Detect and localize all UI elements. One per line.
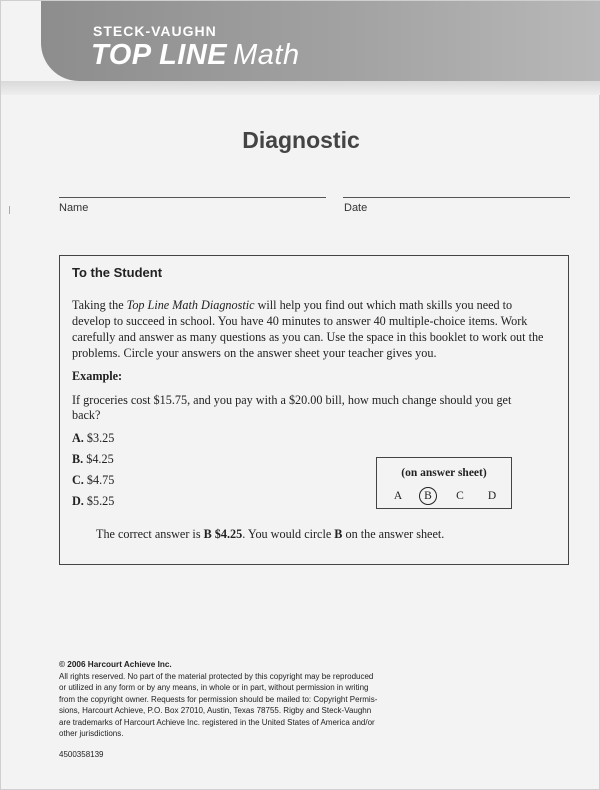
series-title-bold: TOP LINE — [91, 39, 228, 71]
rights-line: All rights reserved. No part of the material protected by this copyright may be reproduced — [59, 671, 374, 681]
choice-text: $3.25 — [86, 431, 115, 445]
answer-options — [377, 487, 511, 505]
choice-c — [72, 473, 114, 488]
answer-sheet-title: (on answer sheet) — [401, 467, 487, 479]
example-label: Example: — [72, 369, 123, 383]
answer-option-b-circled[interactable]: B — [419, 487, 437, 505]
page-title: Diagnostic — [242, 127, 360, 153]
intro-rest: will help you find out which math skills you need to develop to succeed in school. You have 40 minutes to answer 40 multiple-choice items. Work carefully and answer as many questions as you can. Use the space in this booklet to work out the problems. Circle your answers on the answer sheet your teacher gives you. — [72, 298, 544, 360]
choice-b — [72, 452, 114, 467]
rights-line: from the copyright owner. Requests for permission should be mailed to: Copyright Permis- — [59, 694, 378, 704]
intro-prefix: Taking the — [72, 298, 127, 312]
series-title — [91, 39, 300, 72]
answer-option-d[interactable]: D — [487, 490, 497, 502]
rights-line: sions, Harcourt Achieve, P.O. Box 27010, Austin, Texas 78755. Rigby and Steck-Vaughn — [59, 706, 372, 715]
rights-line: other jurisdictions. — [59, 729, 124, 738]
answer-sheet-sample — [376, 457, 512, 509]
name-label: Name — [59, 202, 89, 214]
answer-option-c[interactable]: C — [456, 490, 464, 502]
publisher-name: STECK-VAUGHN — [93, 23, 217, 39]
correct-prefix: The correct answer is — [96, 527, 204, 541]
correct-answer-note — [96, 527, 444, 542]
correct-middle: . You would circle — [242, 527, 335, 541]
name-write-line[interactable] — [59, 197, 326, 198]
choice-text: $4.25 — [86, 452, 114, 466]
choice-letter: B. — [72, 452, 84, 466]
scan-mark — [9, 206, 10, 214]
date-write-line[interactable] — [343, 197, 570, 198]
answer-option-a[interactable]: A — [393, 490, 403, 502]
correct-answer: B $4.25 — [203, 527, 243, 541]
series-title-subject: Math — [233, 39, 300, 71]
choice-a — [72, 431, 114, 446]
choice-letter: C. — [72, 473, 84, 487]
rights-line: or utilized in any form or by any means, in whole or in part, without permission in writing — [59, 683, 369, 692]
intro-paragraph — [72, 297, 552, 361]
intro-italic-title: Top Line Math Diagnostic — [126, 298, 255, 312]
to-the-student-box — [59, 255, 569, 565]
correct-letter: B — [334, 527, 343, 541]
choice-d — [72, 494, 114, 509]
header-shadow — [1, 81, 600, 95]
date-label: Date — [344, 202, 368, 214]
example-question: If groceries cost $15.75, and you pay with a $20.00 bill, how much change should you get back? — [72, 393, 512, 422]
correct-suffix: on the answer sheet. — [342, 527, 445, 541]
choice-letter: D. — [72, 494, 84, 508]
choice-letter: A. — [72, 431, 84, 445]
isbn-number: 4500358139 — [59, 750, 104, 759]
rights-line: are trademarks of Harcourt Achieve Inc. registered in the United States of America and/or — [59, 717, 375, 727]
choice-text: $4.75 — [86, 473, 115, 487]
choice-text: $5.25 — [86, 494, 115, 508]
copyright-notice — [59, 659, 519, 740]
copyright-line: © 2006 Harcourt Achieve Inc. — [59, 660, 172, 669]
box-heading: To the Student — [72, 265, 163, 280]
